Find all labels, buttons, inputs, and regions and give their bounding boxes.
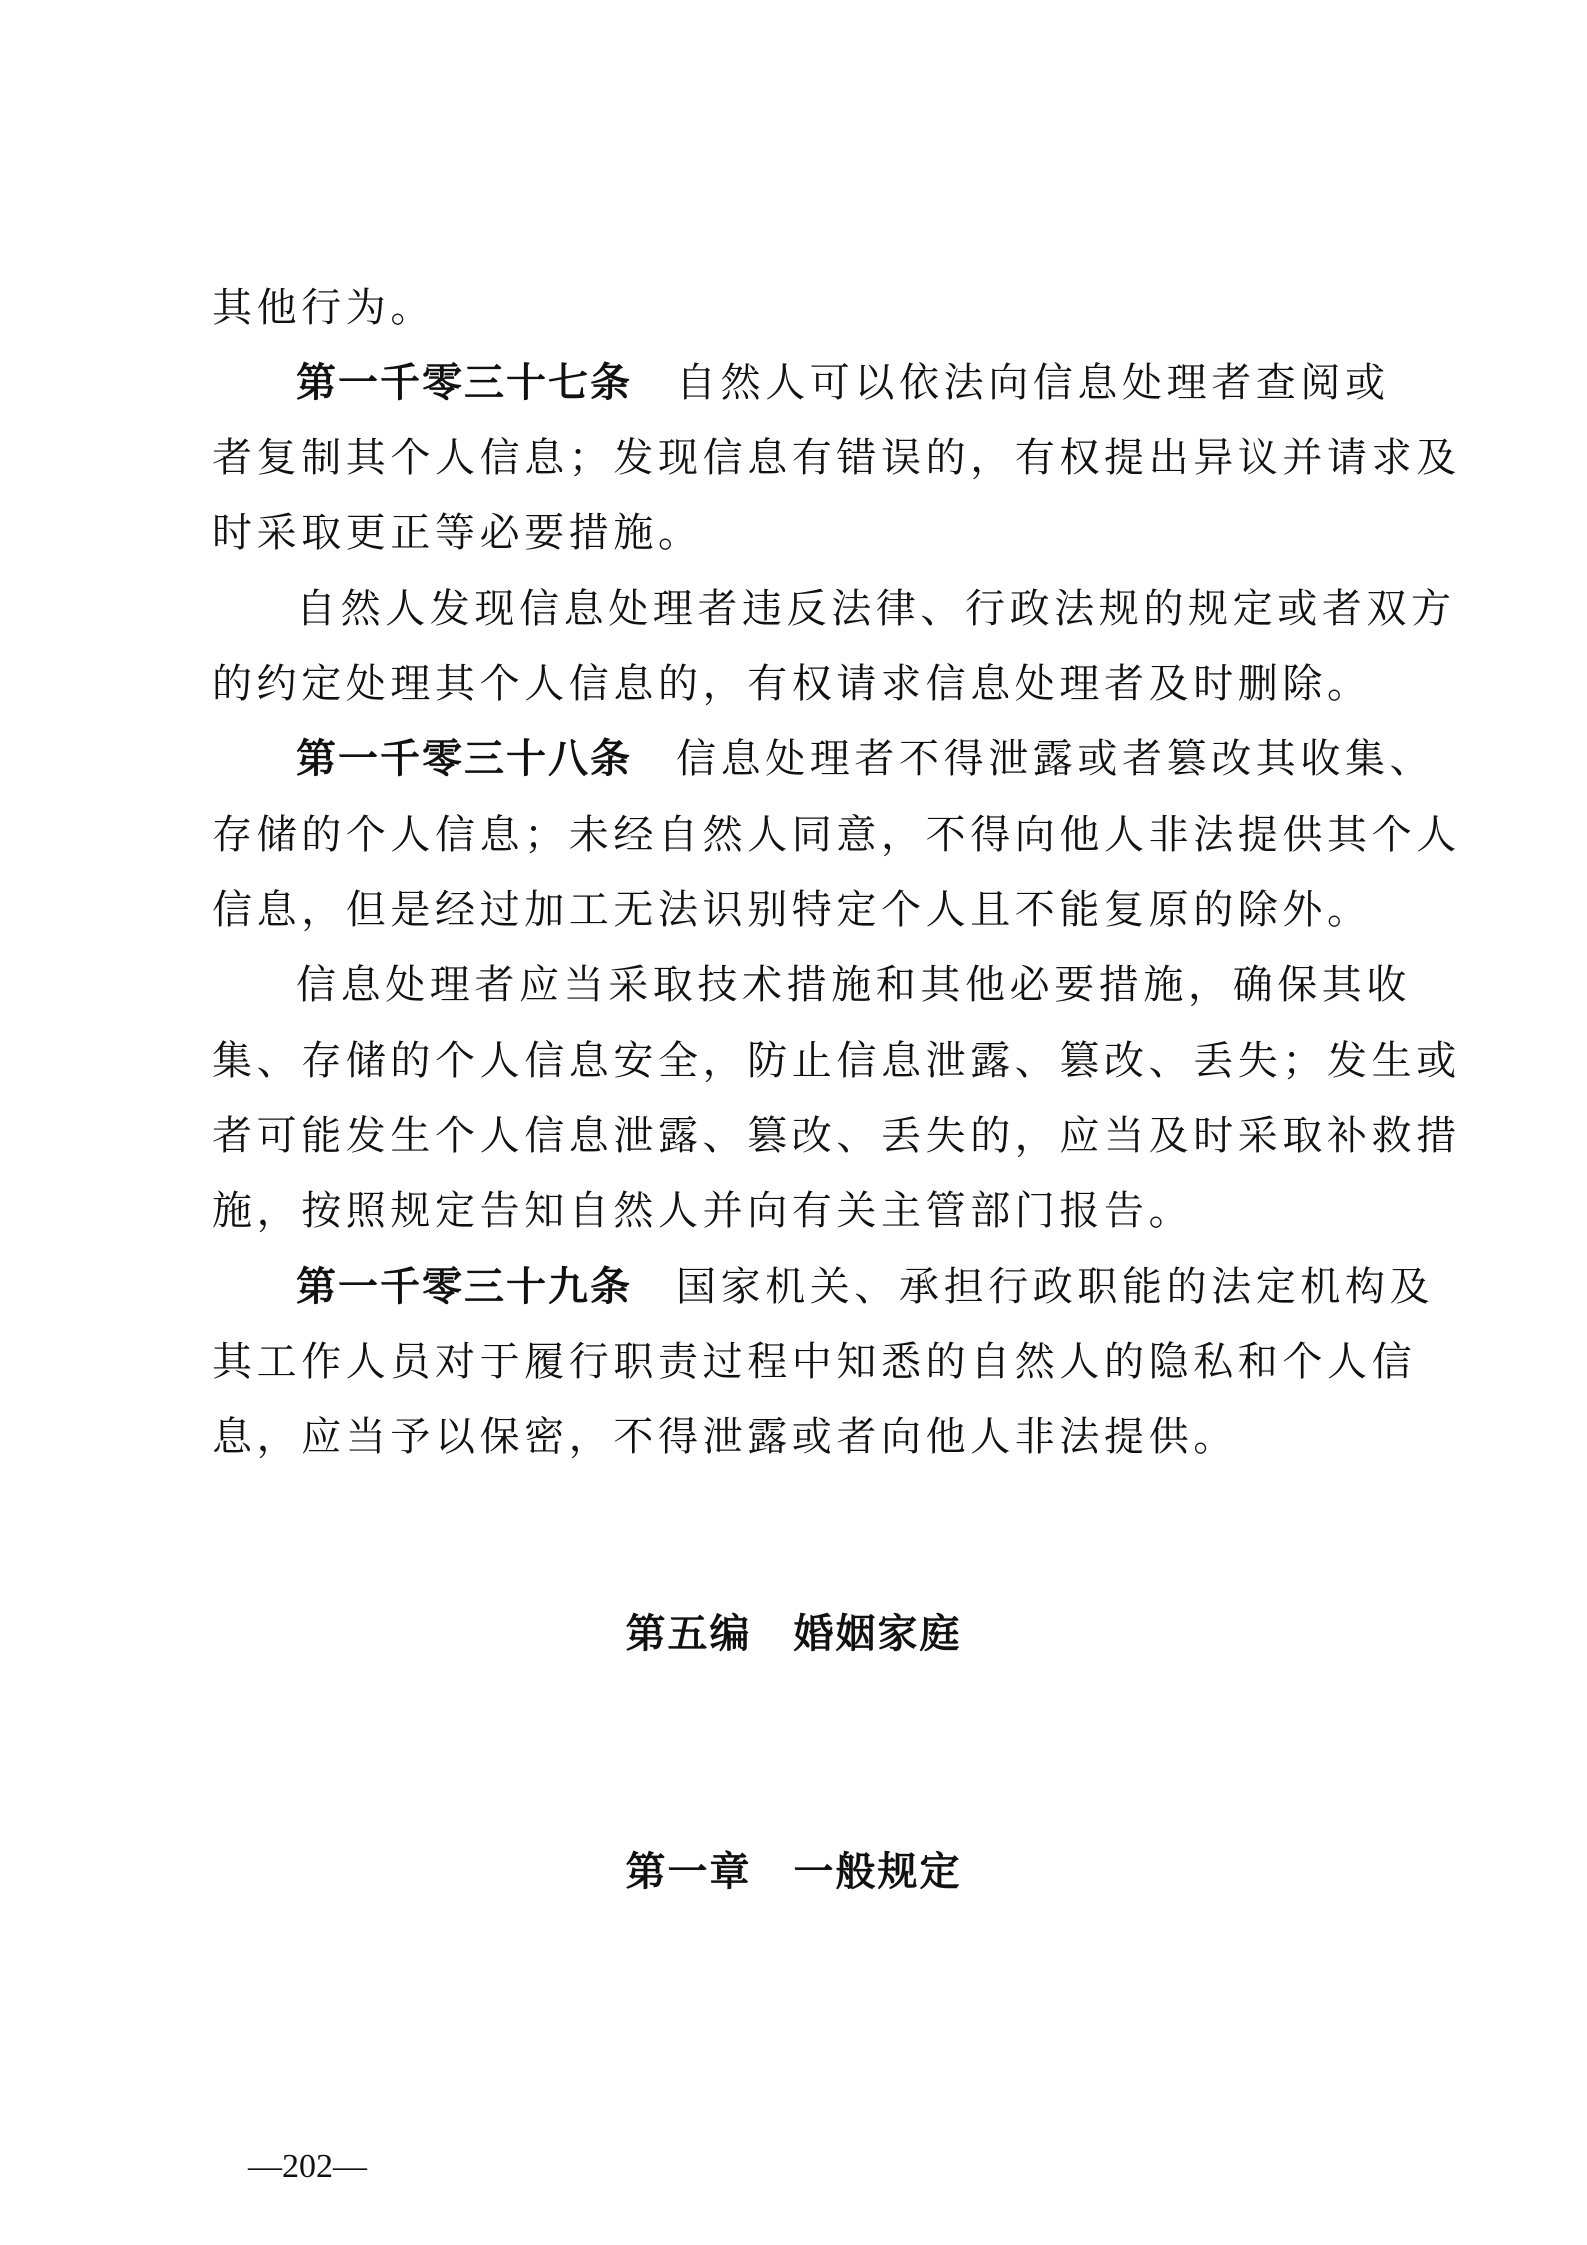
- chapter-heading: 第一章 一般规定: [625, 1849, 962, 1895]
- article-1037-line: 第一千零三十七条 自然人可以依法向信息处理者查阅或: [296, 360, 1390, 406]
- text-line: 信息处理者应当采取技术措施和其他必要措施，确保其收: [296, 962, 1411, 1008]
- text-line: 的约定处理其个人信息的，有权请求信息处理者及时删除。: [212, 661, 1372, 707]
- part-heading: 第五编 婚姻家庭: [625, 1611, 962, 1657]
- article-heading: 第一千零三十七条: [296, 360, 632, 406]
- text-line: 时采取更正等必要措施。: [212, 510, 703, 556]
- text-line: 信息，但是经过加工无法识别特定个人且不能复原的除外。: [212, 887, 1372, 933]
- article-1038-line: 第一千零三十八条 信息处理者不得泄露或者篡改其收集、: [296, 736, 1435, 782]
- text-line: 施，按照规定告知自然人并向有关主管部门报告。: [212, 1188, 1194, 1234]
- text-line: 自然人发现信息处理者违反法律、行政法规的规定或者双方: [296, 586, 1456, 632]
- article-heading: 第一千零三十八条: [296, 736, 632, 782]
- page-number: —202—: [248, 2148, 367, 2185]
- article-1039-line: 第一千零三十九条 国家机关、承担行政职能的法定机构及: [296, 1264, 1435, 1310]
- text-line: 其他行为。: [212, 285, 435, 331]
- text-line: 者复制其个人信息；发现信息有错误的，有权提出异议并请求及: [212, 435, 1461, 481]
- text-line: 息，应当予以保密，不得泄露或者向他人非法提供。: [212, 1414, 1238, 1460]
- text-line: 存储的个人信息；未经自然人同意，不得向他人非法提供其个人: [212, 812, 1461, 858]
- text-line: 者可能发生个人信息泄露、篡改、丢失的，应当及时采取补救措: [212, 1113, 1461, 1159]
- article-heading: 第一千零三十九条: [296, 1264, 632, 1310]
- text-line: 集、存储的个人信息安全，防止信息泄露、篡改、丢失；发生或: [212, 1038, 1461, 1084]
- text-line: 其工作人员对于履行职责过程中知悉的自然人的隐私和个人信: [212, 1339, 1417, 1385]
